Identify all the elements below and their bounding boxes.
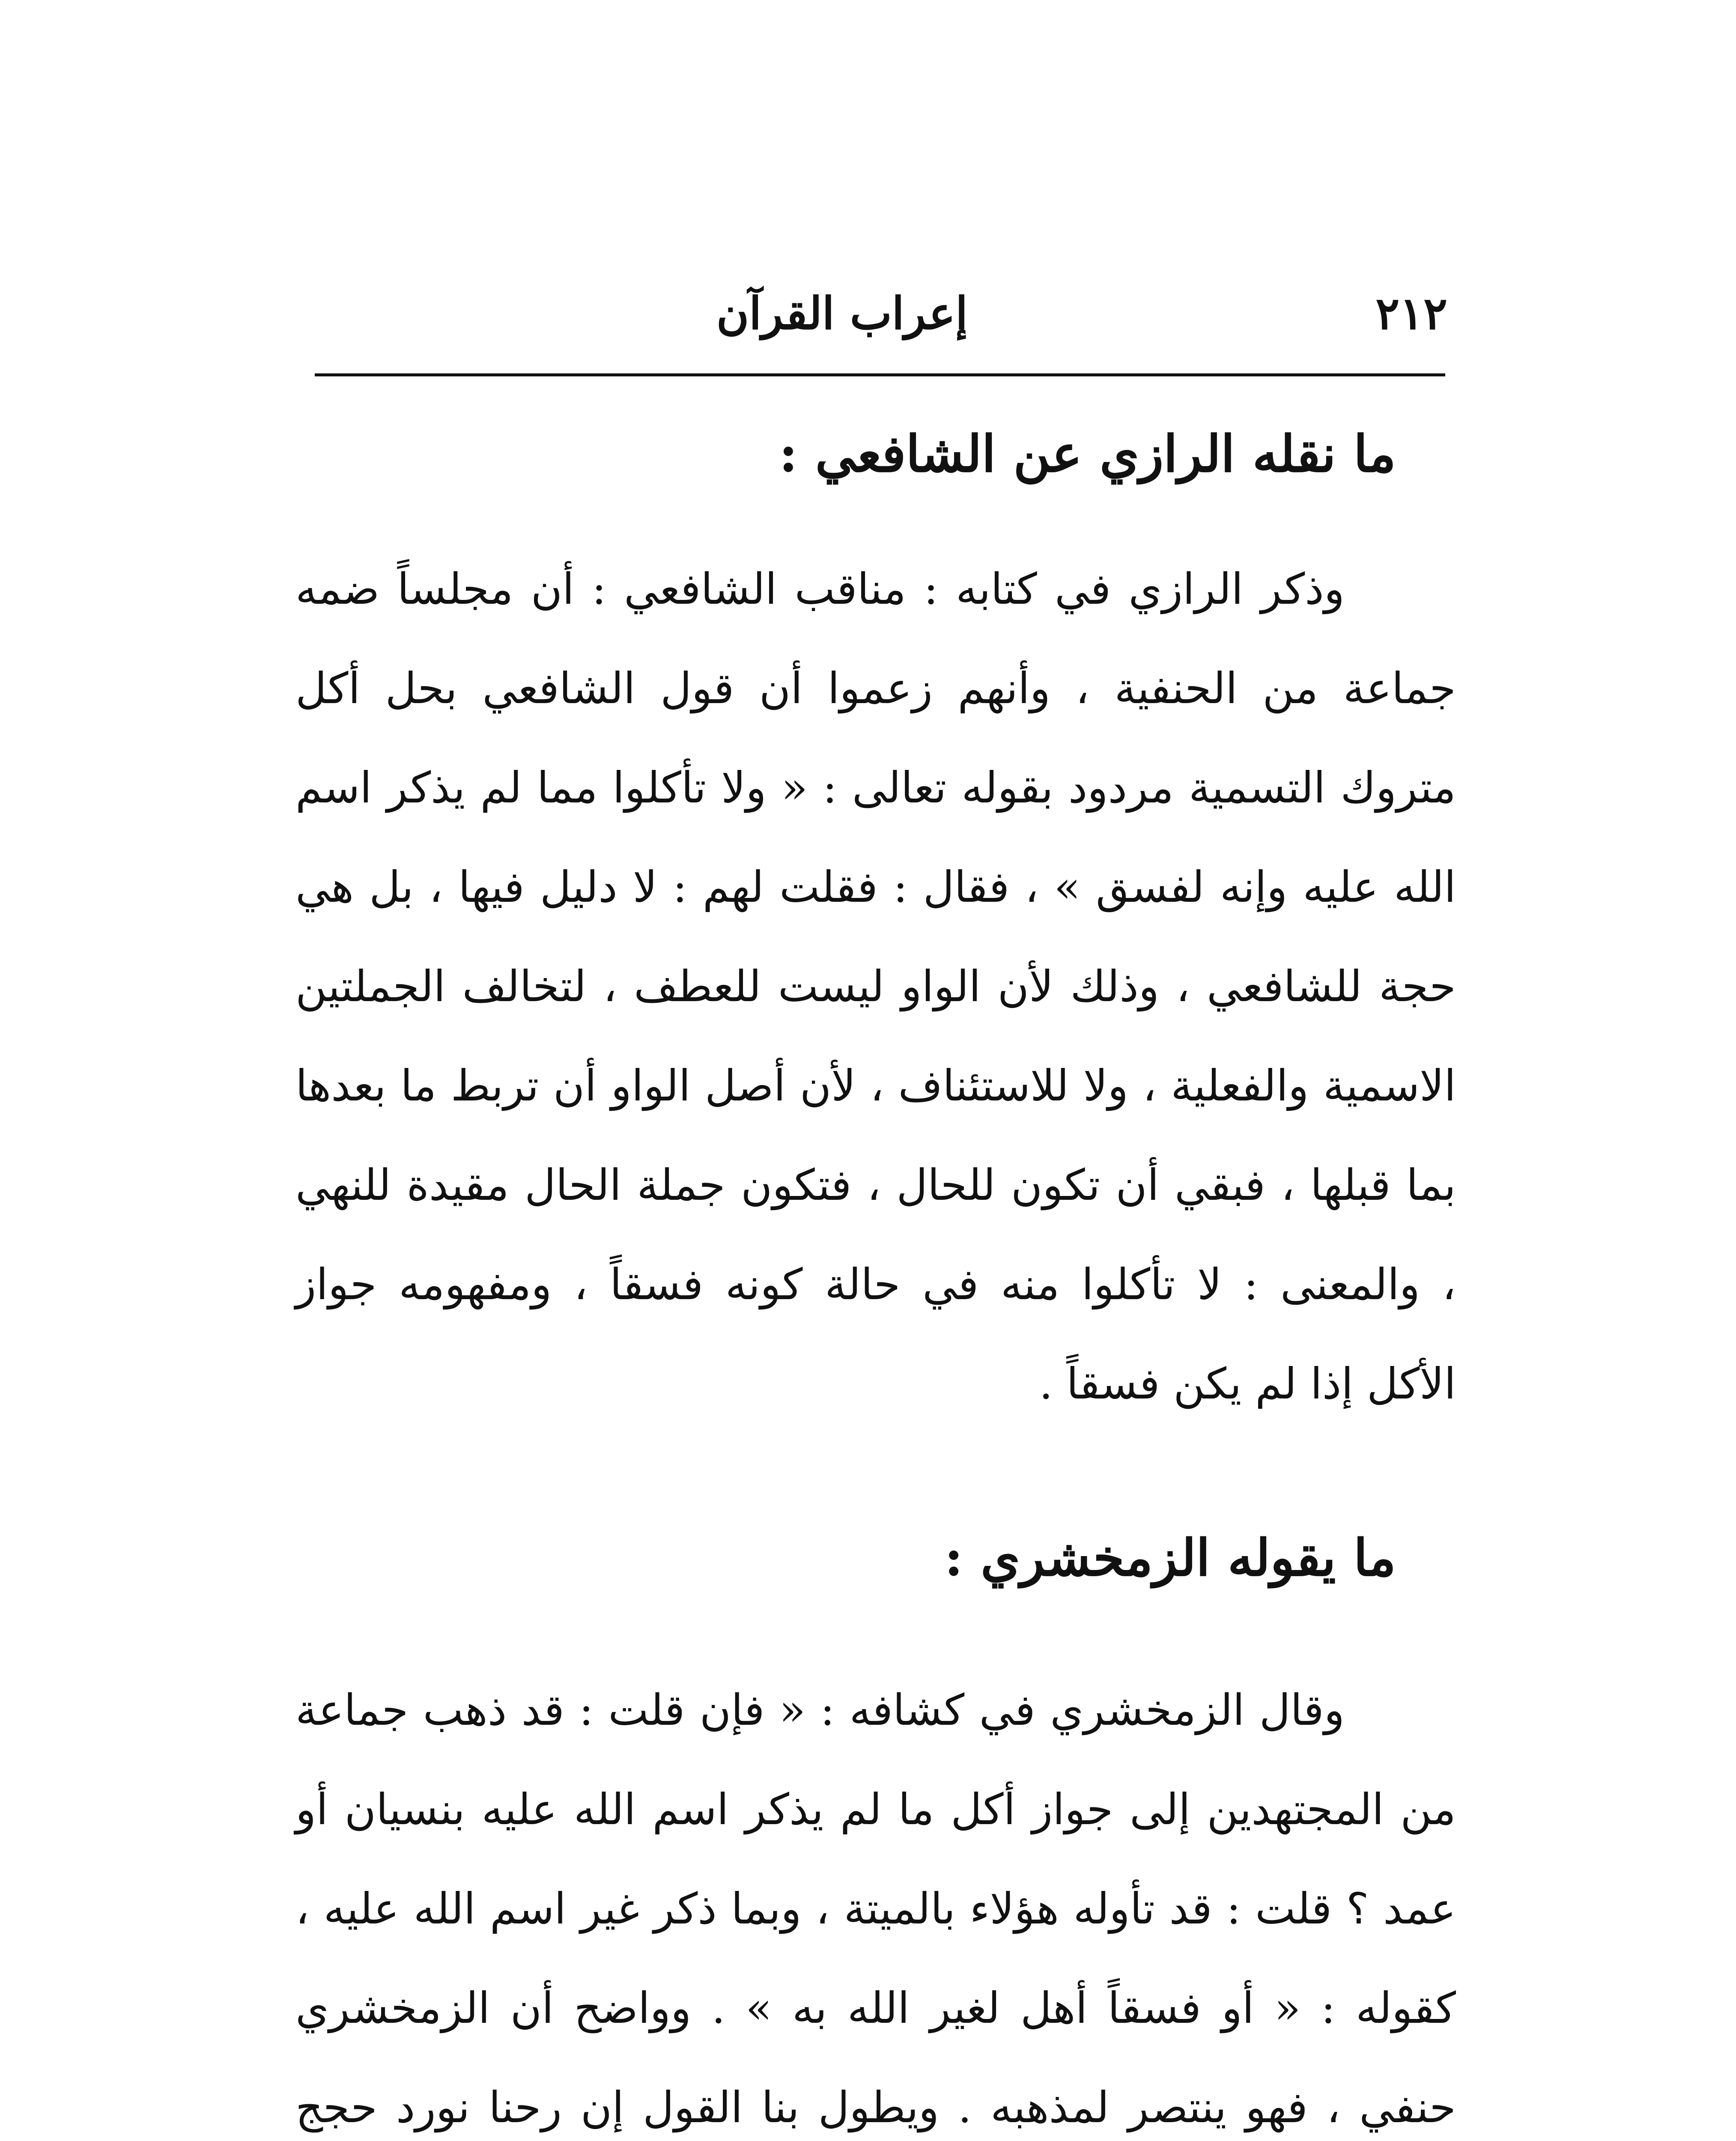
section-heading-zamakhshari: ما يقوله الزمخشري : bbox=[944, 1528, 1396, 1587]
running-title: إعراب القرآن bbox=[716, 287, 968, 340]
header-rule bbox=[315, 373, 1445, 376]
paragraph-zamakhshari: وقال الزمخشري في كشافه : « فإن قلت : قد ذهب جماعة من المجتهدين إلى جواز أكل ما لم يذكر اسم الله عليه بنسيان أو عمد ؟ قلت : قد تأوله هؤلاء بالميتة ، وبما ذكر غير اسم الله عليه ، كقوله : « أو فسقاً أهل لغير الله به » . وواضح أن الزمخشري حنفي ، فهو ينتصر لمذهبه . ويطول بنا القول إن رحنا نورد حجج bbox=[295, 1685, 1456, 2132]
page-number: ٢١٢ bbox=[1375, 287, 1447, 340]
section-heading-razi: ما نقله الرازي عن الشافعي : bbox=[779, 424, 1396, 483]
page-header bbox=[317, 283, 1447, 351]
page-body bbox=[295, 411, 1456, 2141]
paragraph-razi: وذكر الرازي في كتابه : مناقب الشافعي : أن مجلساً ضمه جماعة من الحنفية ، وأنهم زعموا أن قول الشافعي بحل أكل متروك التسمية مردود بقوله تعالى : « ولا تأكلوا مما لم يذكر اسم الله عليه وإنه لفسق » ، فقال : فقلت لهم : لا دليل فيها ، بل هي حجة للشافعي ، وذلك لأن الواو ليست للعطف ، لتخالف الجملتين الاسمية والفعلية ، ولا للاستئناف ، لأن أصل الواو أن تربط ما بعدها بما قبلها ، فبقي أن تكون للحال ، فتكون جملة الحال مقيدة للنهي ، والمعنى : لا تأكلوا منه في حالة كونه فسقاً ، ومفهومه جواز الأكل إذا لم يكن فسقاً . bbox=[295, 564, 1456, 1409]
